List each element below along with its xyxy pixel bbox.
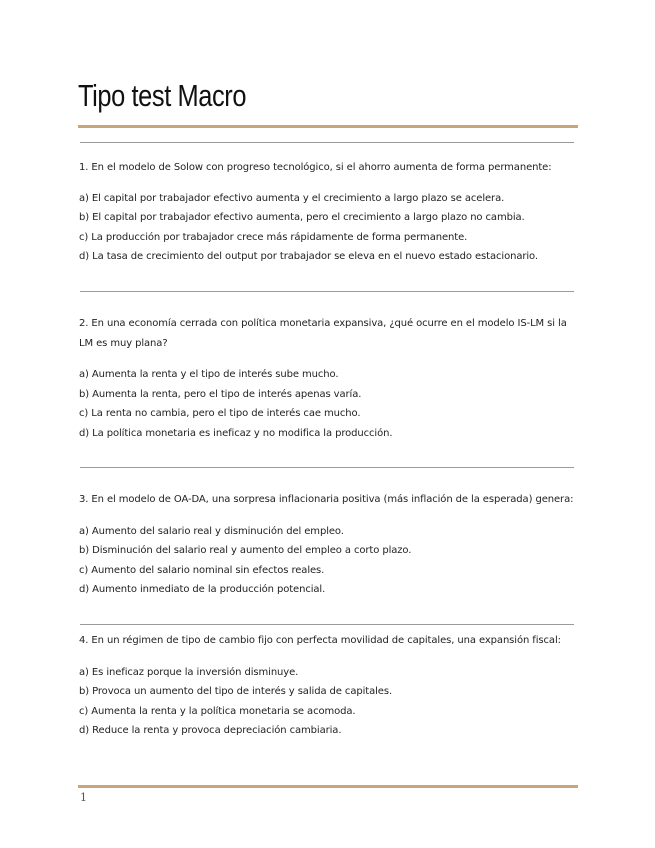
divider [80,291,574,292]
footer-rule [78,785,578,788]
option-1c: c) La producción por trabajador crece más rápidamente de forma permanente. [79,232,468,243]
option-2d: d) La política monetaria es ineficaz y no modifica la producción. [79,428,393,439]
option-4a: a) Es ineficaz porque la inversión disminuye. [79,667,299,678]
option-1b: b) El capital por trabajador efectivo aumenta, pero el crecimiento a largo plazo no cambia. [79,212,525,223]
option-1a: a) El capital por trabajador efectivo aumenta y el crecimiento a largo plazo se acelera. [79,193,505,204]
page-number: 1 [80,791,87,804]
divider [80,142,574,143]
option-2c: c) La renta no cambia, pero el tipo de interés cae mucho. [79,408,361,419]
question-3: 3. En el modelo de OA-DA, una sorpresa inflacionaria positiva (más inflación de la esperada) genera: [79,494,574,505]
option-4d: d) Reduce la renta y provoca depreciación cambiaria. [79,725,342,736]
option-4b: b) Provoca un aumento del tipo de interés y salida de capitales. [79,686,393,697]
option-3b: b) Disminución del salario real y aumento del empleo a corto plazo. [79,545,412,556]
option-2b: b) Aumenta la renta, pero el tipo de interés apenas varía. [79,389,362,400]
question-2-cont: LM es muy plana? [79,338,168,349]
option-2a: a) Aumenta la renta y el tipo de interés sube mucho. [79,369,339,380]
option-1d: d) La tasa de crecimiento del output por trabajador se eleva en el nuevo estado estacionario. [79,251,538,262]
title-rule [78,125,578,128]
option-3c: c) Aumento del salario nominal sin efectos reales. [79,565,325,576]
question-1: 1. En el modelo de Solow con progreso tecnológico, si el ahorro aumenta de forma permanente: [79,162,552,173]
divider [80,467,574,468]
option-4c: c) Aumenta la renta y la política monetaria se acomoda. [79,706,356,717]
option-3d: d) Aumento inmediato de la producción potencial. [79,584,326,595]
question-4: 4. En un régimen de tipo de cambio fijo con perfecta movilidad de capitales, una expansión fiscal: [79,635,561,646]
divider [80,624,574,625]
page-title: Tipo test Macro [78,78,247,113]
question-2: 2. En una economía cerrada con política monetaria expansiva, ¿qué ocurre en el modelo IS-LM si la [79,318,567,329]
option-3a: a) Aumento del salario real y disminución del empleo. [79,526,344,537]
